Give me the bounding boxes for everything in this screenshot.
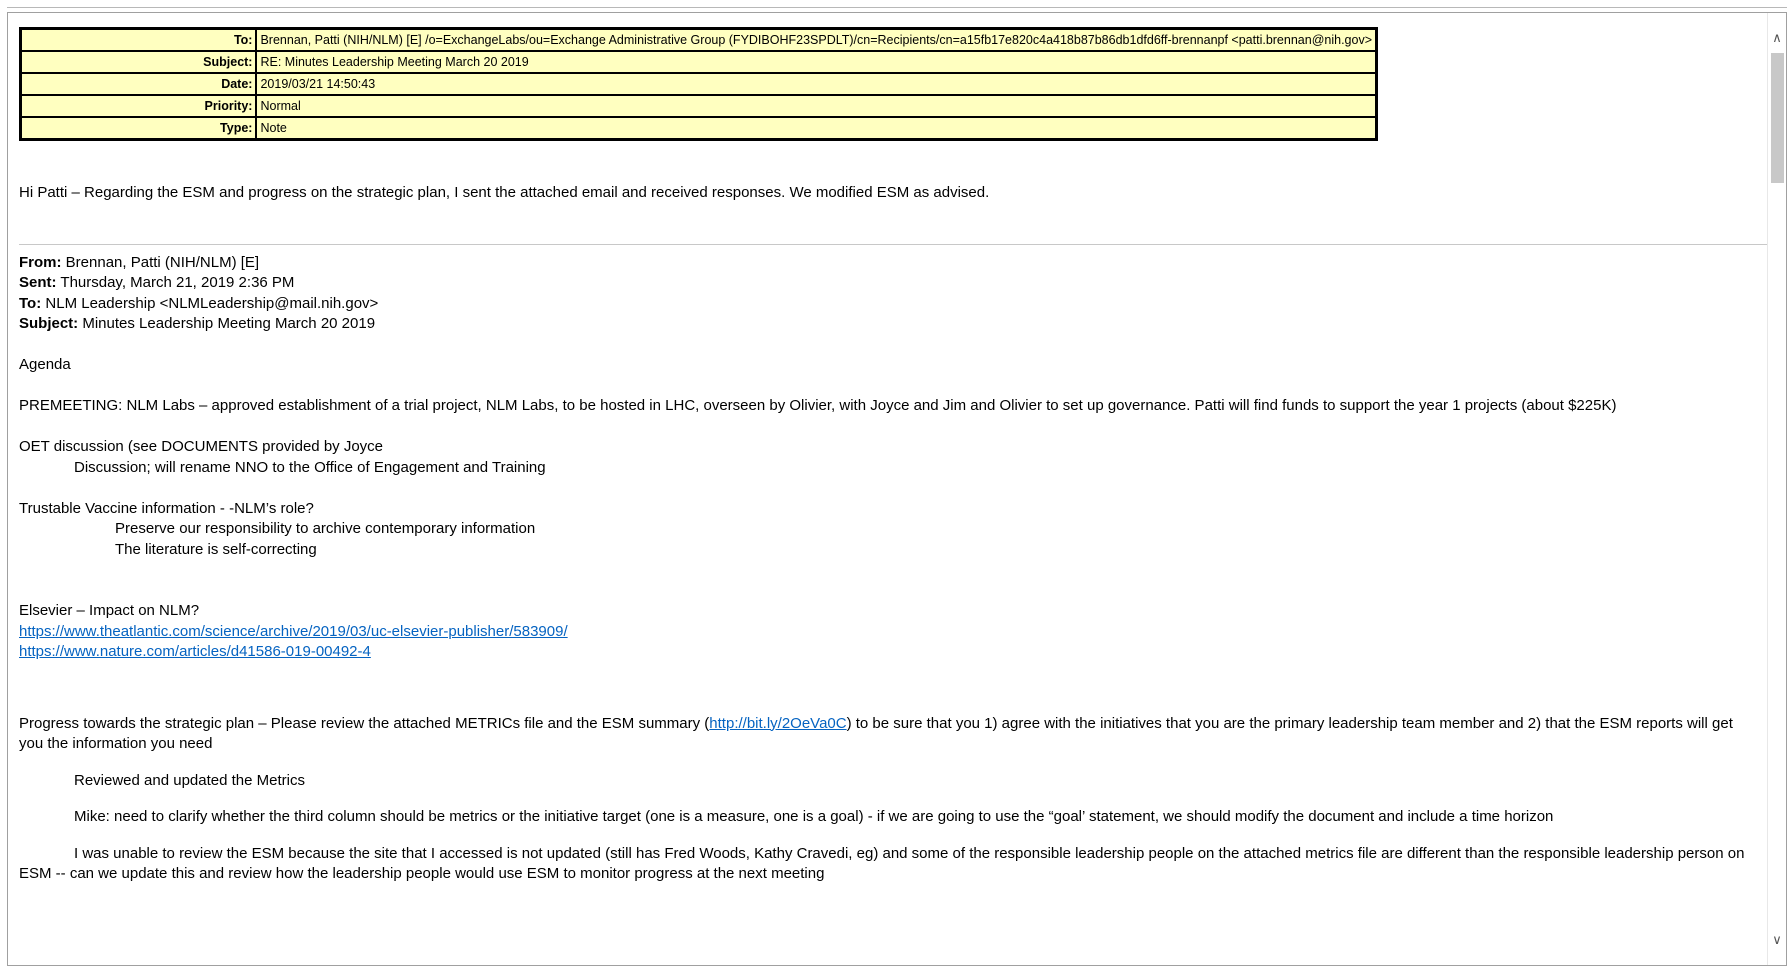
esm-summary-link[interactable]: http://bit.ly/2OeVa0C (709, 714, 847, 732)
chevron-up-icon[interactable]: ∧ (1772, 30, 1782, 45)
header-value: Brennan, Patti (NIH/NLM) [E] /o=ExchangeLabs/ou=Exchange Administrative Group (FYDIBOHF23SPDLT)/cn=Recipients/cn=a15fb17e820c4a418b87b86db1dfd6ff-brennanpf <patti.brennan@nih.gov> (256, 29, 1376, 52)
link-line-2 (19, 642, 1759, 663)
header-label: Type: (21, 117, 257, 140)
header-label: Priority: (21, 95, 257, 117)
scrollbar-thumb[interactable] (1771, 53, 1784, 183)
mike-note: Mike: need to clarify whether the third column should be metrics or the initiative target (one is a measure, one is a goal) - if we are going to use the “goal’ statement, we should modify the document and include a time horizon (74, 808, 1554, 825)
message-body (19, 183, 1759, 885)
link-line-1 (19, 622, 1759, 643)
subject-value: Minutes Leadership Meeting March 20 2019 (82, 315, 376, 332)
forward-subject (19, 314, 1759, 335)
oet-item: OET discussion (see DOCUMENTS provided by Joyce (19, 438, 384, 455)
intro-text: Hi Patti – Regarding the ESM and progress on the strategic plan, I sent the attached email and received responses. We modified ESM as advised. (19, 184, 990, 201)
vaccine-point-1: Preserve our responsibility to archive contemporary information (115, 520, 536, 537)
message-content (19, 27, 1759, 885)
premeeting-item: PREMEETING: NLM Labs – approved establishment of a trial project, NLM Labs, to be hosted in LHC, overseen by Olivier, with Joyce and Jim and Olivier to set up governance. Patti will find funds to support the year 1 projects (about $225K) (19, 397, 1617, 414)
header-row-date (21, 73, 1377, 95)
header-label: Subject: (21, 51, 257, 73)
reviewed-note: Reviewed and updated the Metrics (74, 771, 305, 789)
forward-from (19, 253, 1759, 274)
top-border (7, 7, 1787, 8)
from-label: From: (19, 253, 62, 271)
header-row-priority (21, 95, 1377, 117)
agenda-heading: Agenda (19, 356, 71, 373)
sent-label: Sent: (19, 274, 57, 291)
to-value: NLM Leadership <NLMLeadership@mail.nih.gov> (45, 294, 379, 312)
progress-item (19, 714, 1759, 755)
header-row-subject (21, 51, 1377, 73)
elsevier-item: Elsevier – Impact on NLM? (19, 602, 200, 619)
vaccine-point-2: The literature is self-correcting (115, 540, 317, 558)
unable-note-text: I was unable to review the ESM because the site that I accessed is not updated (still has Fred Woods, Kathy Cravedi, eg) and some of the responsible leadership people on the attached metrics file are different than the responsible leadership person on ESM -- can we update this and review how the leadership people would use ESM to monitor progress at the next meeting (19, 844, 1745, 882)
header-row-to (21, 29, 1377, 52)
subject-label: Subject: (19, 315, 79, 332)
header-value: RE: Minutes Leadership Meeting March 20 2019 (256, 51, 1376, 73)
oet-discussion: Discussion; will rename NNO to the Office of Engagement and Training (74, 458, 546, 476)
header-label: To: (21, 29, 257, 52)
vaccine-item: Trustable Vaccine information - -NLM’s role? (19, 499, 314, 517)
forward-sent (19, 273, 1759, 294)
vertical-scrollbar[interactable] (1767, 13, 1786, 965)
atlantic-link[interactable]: https://www.theatlantic.com/science/archive/2019/03/uc-elsevier-publisher/583909/ (19, 622, 568, 640)
header-value: Normal (256, 95, 1376, 117)
progress-text-pre: Progress towards the strategic plan – Please review the attached METRICs file and the ESM summary ( (19, 714, 710, 732)
header-value: 2019/03/21 14:50:43 (256, 73, 1376, 95)
message-header-table (19, 27, 1378, 141)
sent-value: Thursday, March 21, 2019 2:36 PM (60, 274, 295, 291)
nature-link[interactable]: https://www.nature.com/articles/d41586-019-00492-4 (19, 643, 371, 660)
forward-to (19, 294, 1759, 315)
header-value: Note (256, 117, 1376, 140)
header-label: Date: (21, 73, 257, 95)
unable-note (19, 844, 1759, 885)
chevron-down-icon[interactable]: ∨ (1772, 932, 1782, 947)
to-label: To: (19, 294, 42, 312)
message-viewer (7, 12, 1787, 966)
forward-separator (19, 244, 1771, 245)
from-value: Brennan, Patti (NIH/NLM) [E] (65, 253, 260, 271)
header-row-type (21, 117, 1377, 140)
progress-text-post: ) to be sure that you 1) agree with the initiatives that you are the primary leadership team member and 2) that the ESM reports will get you the information you need (19, 714, 1733, 752)
